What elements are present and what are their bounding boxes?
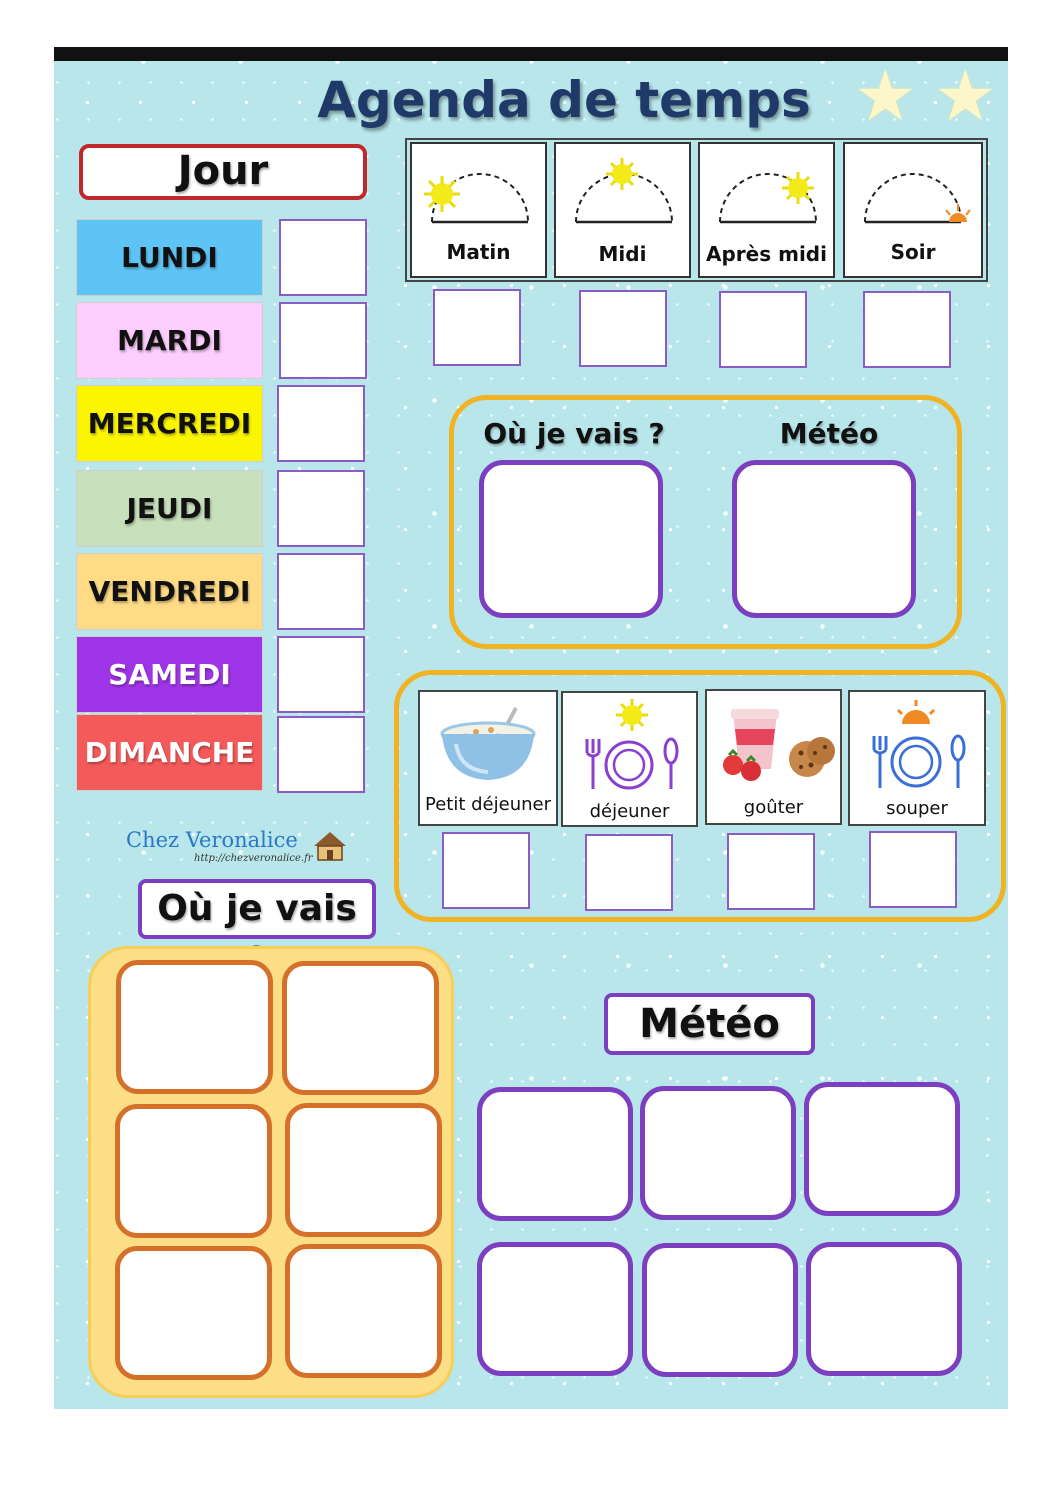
where-heading: Où je vais ? [483, 417, 665, 450]
where-slot[interactable] [285, 1244, 442, 1378]
page-title: Agenda de temps [317, 71, 811, 129]
day-slot[interactable] [277, 716, 365, 793]
meal-slot[interactable] [585, 834, 673, 911]
period-label: Matin [446, 240, 511, 264]
day-slot[interactable] [279, 219, 367, 296]
weather-slot[interactable] [642, 1243, 798, 1377]
meal-card-supper[interactable] [848, 690, 986, 826]
meal-label: déjeuner [589, 801, 670, 822]
meal-card-lunch[interactable] [561, 691, 698, 827]
where-slot[interactable] [116, 960, 273, 1094]
day-label: MARDI [117, 324, 222, 357]
period-label: Soir [890, 240, 936, 264]
logo-name: Chez Veronalice [126, 828, 298, 852]
day-label: JEUDI [126, 492, 213, 525]
sunset-icon [853, 158, 973, 228]
period-label: Après midi [706, 242, 827, 266]
day-tuesday[interactable] [76, 302, 263, 379]
period-slot[interactable] [719, 291, 807, 368]
weather-slot[interactable] [477, 1087, 633, 1221]
meal-slot[interactable] [869, 831, 957, 908]
star-icon: ★ [854, 55, 917, 137]
weather-slot[interactable] [477, 1242, 633, 1376]
period-slot[interactable] [579, 290, 667, 367]
weather-slot[interactable] [806, 1242, 962, 1376]
plate-sunset-icon [864, 698, 974, 790]
weather-heading: Météo [779, 417, 879, 450]
meal-label: Petit déjeuner [425, 794, 551, 815]
weather-slot[interactable] [804, 1082, 960, 1216]
agenda-sheet [54, 47, 1008, 1409]
day-thursday[interactable] [76, 470, 263, 547]
day-slot[interactable] [279, 302, 367, 379]
weather-slot[interactable] [640, 1086, 796, 1220]
period-label: Midi [598, 242, 647, 266]
day-label: VENDREDI [88, 575, 251, 608]
weather-drop-slot[interactable] [732, 460, 916, 618]
where-slot[interactable] [285, 1103, 442, 1237]
yogurt-cookies-icon [717, 705, 837, 785]
period-card-afternoon[interactable] [698, 142, 835, 278]
period-card-noon[interactable] [554, 142, 691, 278]
sun-morning-icon [420, 158, 540, 228]
day-slot[interactable] [277, 636, 365, 713]
meal-slot[interactable] [442, 832, 530, 909]
period-slot[interactable] [433, 289, 521, 366]
sun-noon-icon [564, 158, 684, 228]
where-slot[interactable] [282, 961, 439, 1095]
period-card-evening[interactable] [843, 142, 983, 278]
where-slot[interactable] [115, 1246, 272, 1380]
plate-sun-icon [577, 699, 687, 791]
where-slot[interactable] [115, 1104, 272, 1238]
day-friday[interactable] [76, 553, 263, 630]
day-label: LUNDI [121, 241, 218, 274]
house-logo-icon [312, 830, 348, 862]
day-sunday[interactable] [76, 714, 263, 791]
period-slot[interactable] [863, 291, 951, 368]
logo-url: http://chezveronalice.fr [194, 853, 313, 864]
day-saturday[interactable] [76, 636, 263, 713]
sun-afternoon-icon [708, 158, 828, 228]
cereal-bowl-icon [436, 704, 544, 784]
meal-slot[interactable] [727, 833, 815, 910]
weather-section-label: Météo [604, 993, 815, 1055]
day-wednesday[interactable] [76, 385, 263, 462]
where-section-label: Où je vais [138, 879, 376, 939]
meal-label: souper [886, 798, 948, 819]
day-monday[interactable] [76, 219, 263, 296]
period-card-morning[interactable] [410, 142, 547, 278]
day-label: SAMEDI [108, 658, 231, 691]
meal-card-breakfast[interactable] [418, 690, 558, 826]
day-slot[interactable] [277, 553, 365, 630]
day-slot[interactable] [277, 385, 365, 462]
jour-label: Jour [79, 144, 367, 200]
day-slot[interactable] [277, 470, 365, 547]
meal-card-snack[interactable] [705, 689, 842, 825]
star-icon: ★ [934, 55, 997, 137]
meal-label: goûter [743, 797, 804, 818]
where-drop-slot[interactable] [479, 460, 663, 618]
day-label: MERCREDI [87, 407, 252, 440]
day-label: DIMANCHE [84, 736, 255, 769]
